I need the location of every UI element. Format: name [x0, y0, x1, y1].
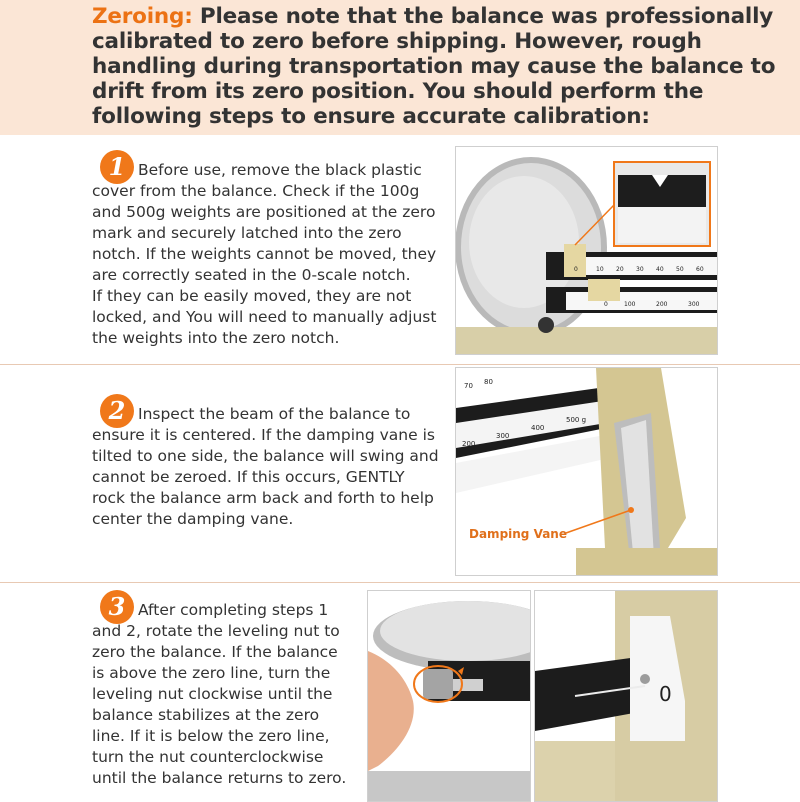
step-3-photo-left	[367, 590, 531, 802]
step-1-body: Before use, remove the black plastic cover from the balance. Check if the 100g and 500g weights are positioned at the zero mark and securely latched into the zero notch. If the weights cannot be moved, they are correctly seated in the 0-scale notch.	[92, 161, 437, 284]
beam-tick-300: 300	[496, 432, 510, 440]
step-1-photo	[455, 146, 718, 355]
step-3-photo-right	[534, 590, 718, 802]
step-2-number: 2	[100, 394, 134, 428]
beam-tick-80: 80	[484, 378, 493, 386]
beam1-tick-10: 10	[596, 266, 604, 273]
beam2-tick-100: 100	[624, 301, 636, 308]
beam1-tick-0: 0	[574, 266, 578, 273]
beam1-tick-30: 30	[636, 266, 644, 273]
beam2-tick-200: 200	[656, 301, 668, 308]
beam1-tick-50: 50	[676, 266, 684, 273]
beam1-tick-40: 40	[656, 266, 664, 273]
step-2-body: Inspect the beam of the balance to ensure it is centered. If the damping vane is tilted to one side, the balance will swing and cannot be zeroed. If this occurs, GENTLY rock the balance arm back and forth to help center the damping vane.	[92, 405, 439, 528]
beam-tick-500: 500 g	[566, 416, 587, 424]
beam2-tick-0: 0	[604, 301, 608, 308]
beam1-tick-60: 60	[696, 266, 704, 273]
step-3-body: After completing steps 1 and 2, rotate the leveling nut to zero the balance. If the balance is above the zero line, turn the leveling nut clockwise until the balance stabilizes at the zero line. If it is below the zero line, turn the nut counterclockwise until the balance returns to zero.	[92, 601, 347, 787]
beam-tick-200: 200	[462, 440, 476, 448]
header-banner	[0, 0, 800, 135]
header-lead: Zeroing:	[92, 4, 193, 29]
step-1-body-2: If they can be easily moved, they are not locked, and You will need to manually adjust the weights into the zero notch.	[92, 287, 437, 347]
beam-tick-70: 70	[464, 382, 473, 390]
step-3-text	[92, 600, 354, 789]
divider-2	[0, 582, 800, 583]
beam2-tick-300: 300	[688, 301, 700, 308]
zero-mark: 0	[659, 682, 672, 706]
beam-tick-400: 400	[531, 424, 545, 432]
damping-vane-label: Damping Vane	[469, 527, 567, 541]
beam1-tick-20: 20	[616, 266, 624, 273]
step-1-number: 1	[100, 150, 134, 184]
step-3-number: 3	[100, 590, 134, 624]
divider-1	[0, 364, 800, 365]
header-body: Please note that the balance was professionally calibrated to zero before shipping. However, rough handling during transportation may cause the balance to drift from its zero position. You should perform the following steps to ensure accurate calibration:	[92, 4, 776, 129]
step-2-photo	[455, 367, 718, 576]
step-1-text	[92, 160, 442, 349]
step-2-text	[92, 404, 442, 530]
header-text	[92, 4, 792, 129]
